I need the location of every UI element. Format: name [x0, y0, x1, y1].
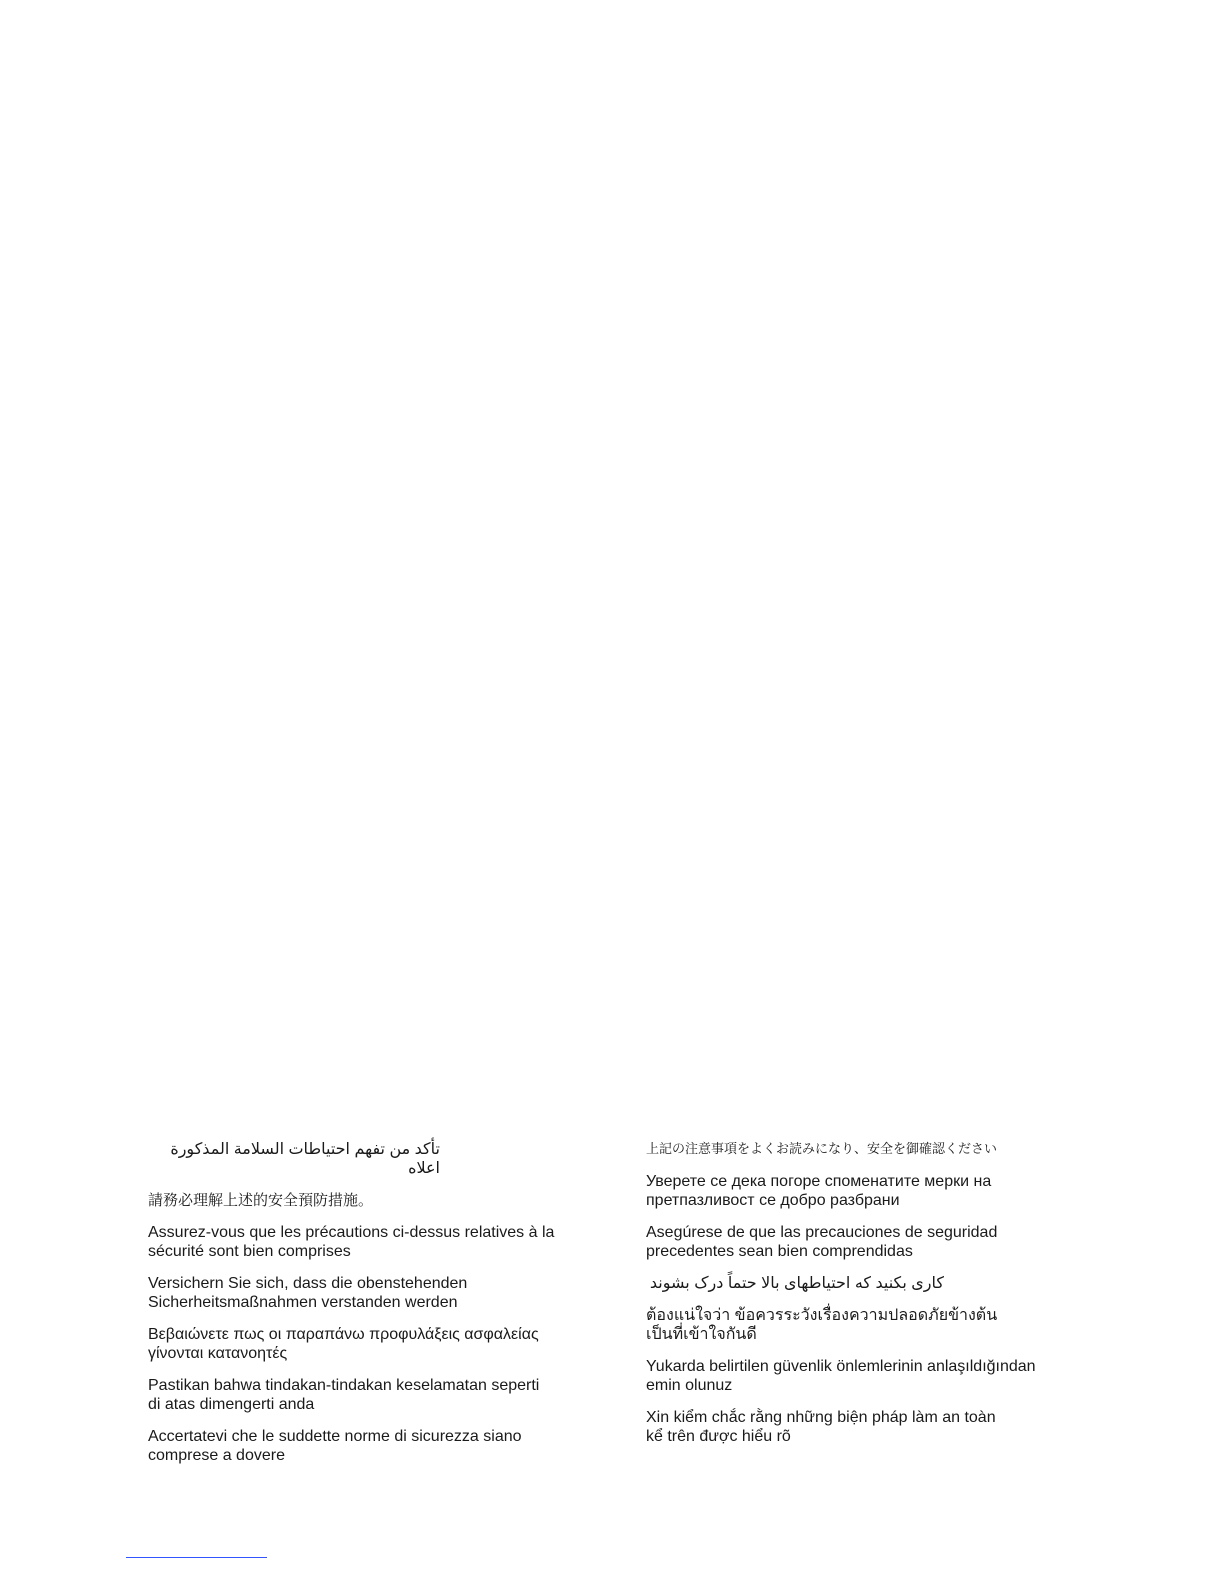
footnote-divider	[126, 1557, 267, 1558]
safety-notice-chinese-traditional: 請務必理解上述的安全預防措施。	[148, 1191, 374, 1209]
safety-notice-french: Assurez-vous que les précautions ci-dessus relatives à la sécurité sont bien comprises	[148, 1224, 555, 1260]
safety-notice-turkish: Yukarda belirtilen güvenlik önlemlerinin anlaşıldığından emin olunuz	[646, 1358, 1036, 1394]
safety-notice-persian: کاری بکنید که احتیاطهای بالا حتماً درک بشوند	[649, 1275, 944, 1292]
safety-notice-arabic: تأكد من تفهم احتياطات السلامة المذكورة اعلاه	[170, 1141, 440, 1177]
safety-notice-vietnamese: Xin kiểm chắc rằng những biện pháp làm an toàn kể trên được hiểu rõ	[646, 1409, 996, 1445]
safety-notice-macedonian: Уверете се дека погоре споменатите мерки на претпазливост се добро разбрани	[646, 1173, 992, 1209]
safety-notice-indonesian: Pastikan bahwa tindakan-tindakan keselamatan seperti di atas dimengerti anda	[148, 1377, 540, 1413]
safety-notice-italian: Accertatevi che le suddette norme di sicurezza siano comprese a dovere	[148, 1428, 522, 1464]
safety-notice-thai: ต้องแน่ใจว่า ข้อควรระวังเรื่องความปลอดภัยข้างต้น เป็นที่เข้าใจกันดี	[646, 1307, 998, 1343]
safety-notice-japanese: 上記の注意事項をよくお読みになり、安全を御確認ください	[646, 1142, 998, 1157]
safety-notice-german: Versichern Sie sich, dass die obenstehenden Sicherheitsmaßnahmen verstanden werden	[148, 1275, 468, 1311]
safety-notice-right-column	[646, 1140, 1086, 1459]
safety-notice-left-column	[148, 1140, 588, 1478]
safety-notice-greek: Βεβαιώνετε πως οι παραπάνω προφυλάξεις ασφαλείας γίνονται κατανοητές	[148, 1326, 539, 1362]
safety-notice-spanish: Asegúrese de que las precauciones de seguridad precedentes sean bien comprendidas	[646, 1224, 998, 1260]
